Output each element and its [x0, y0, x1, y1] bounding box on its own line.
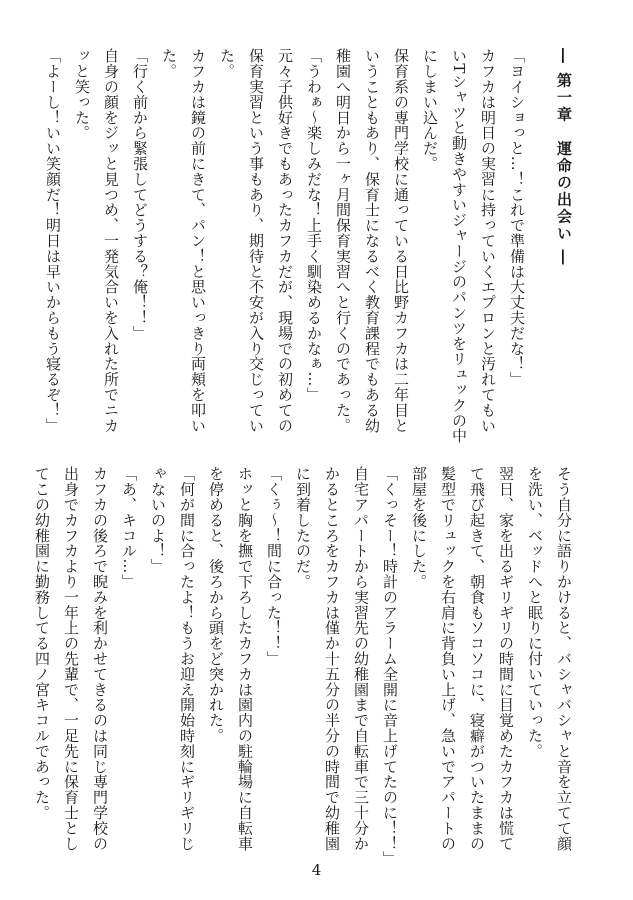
top-text-block — [44, 48, 578, 448]
paragraph: カフカの後ろで睨みを利かせてきるのは同じ専門学校の出身でカフカより一年上の先輩で、一足先に保育士としてこの幼稚園に勤務してる四ノ宮キコルであった。 — [33, 466, 109, 851]
paragraph: 翌日、家を出るギリギリの時間に目覚めたカフカは慌てて飛び起きて、朝食もソコソコに、寝癖がついたままの髪型でリュックを右肩に背負い上げ、急いでアパートの部屋を後にした。 — [410, 466, 515, 851]
paragraph: そう自分に語りかけると、バシャバシャと音を立てて顔を洗い、ベッドへと眠りに付いていった。 — [526, 466, 573, 851]
paragraph: 「行く前から緊張してどうする？俺！！」 — [131, 48, 149, 341]
paragraph: 自宅アパートから実習先の幼稚園まで自転車で三十分かかるところをカフカは僅か十五分の半分の時間で幼稚園に到着したのだ。 — [294, 466, 370, 851]
bottom-text-block — [33, 466, 578, 867]
paragraph: 自身の顔をジッと見つめ、一発気合いを入れた所でニカッと笑った。 — [73, 48, 120, 433]
paragraph: 保育系の専門学校に通っている日比野カフカは二年目ということもあり、保育士になるべく教育課程でもある幼稚園へ明日から一ヶ月間保育実習へと行くのであった。 — [334, 48, 410, 433]
paragraph: 「うわぁ〜楽しみだな！上手く馴染めるかなぁ…」 — [305, 48, 323, 403]
paragraph: ホッと胸を撫で下ろしたカフカは園内の駐輪場に自転車を停めると、後ろから頭をど突かれた。 — [207, 466, 254, 851]
paragraph: カフカは明日の実習に持っていくエプロンと汚れてもいいTシャツと動きやすいジャージのパンツをリュックの中にしまい込んだ。 — [421, 48, 497, 444]
paragraph: 「よーし！いい笑顔だ！明日は早いからもう寝るぞ！」 — [44, 48, 62, 433]
paragraph: カフカは鏡の前にきて、パン！と思いっきり両頬を叩いた。 — [160, 48, 207, 433]
page-number: 4 — [311, 861, 322, 879]
paragraph: 「くぅ〜！間に合った！！」 — [265, 466, 283, 667]
chapter-heading: ― 第一章 運命の出会い ― — [555, 48, 573, 267]
paragraph: 「あ、キコル…」 — [120, 466, 138, 590]
paragraph: 「ヨイショっと…！これで準備は大丈夫だな！」 — [508, 48, 526, 387]
paragraph: 「くっそー！時計のアラーム全開に音上げてたのに！！」 — [381, 466, 399, 867]
paragraph: 元々子供好きでもあったカフカだが、現場での初めての保育実習という事もあり、期待と不安が入り交じっていた。 — [218, 48, 294, 433]
paragraph: 「何が間に合ったよ！もうお迎え開始時刻にギリギリじゃないのよ！」 — [149, 466, 196, 851]
